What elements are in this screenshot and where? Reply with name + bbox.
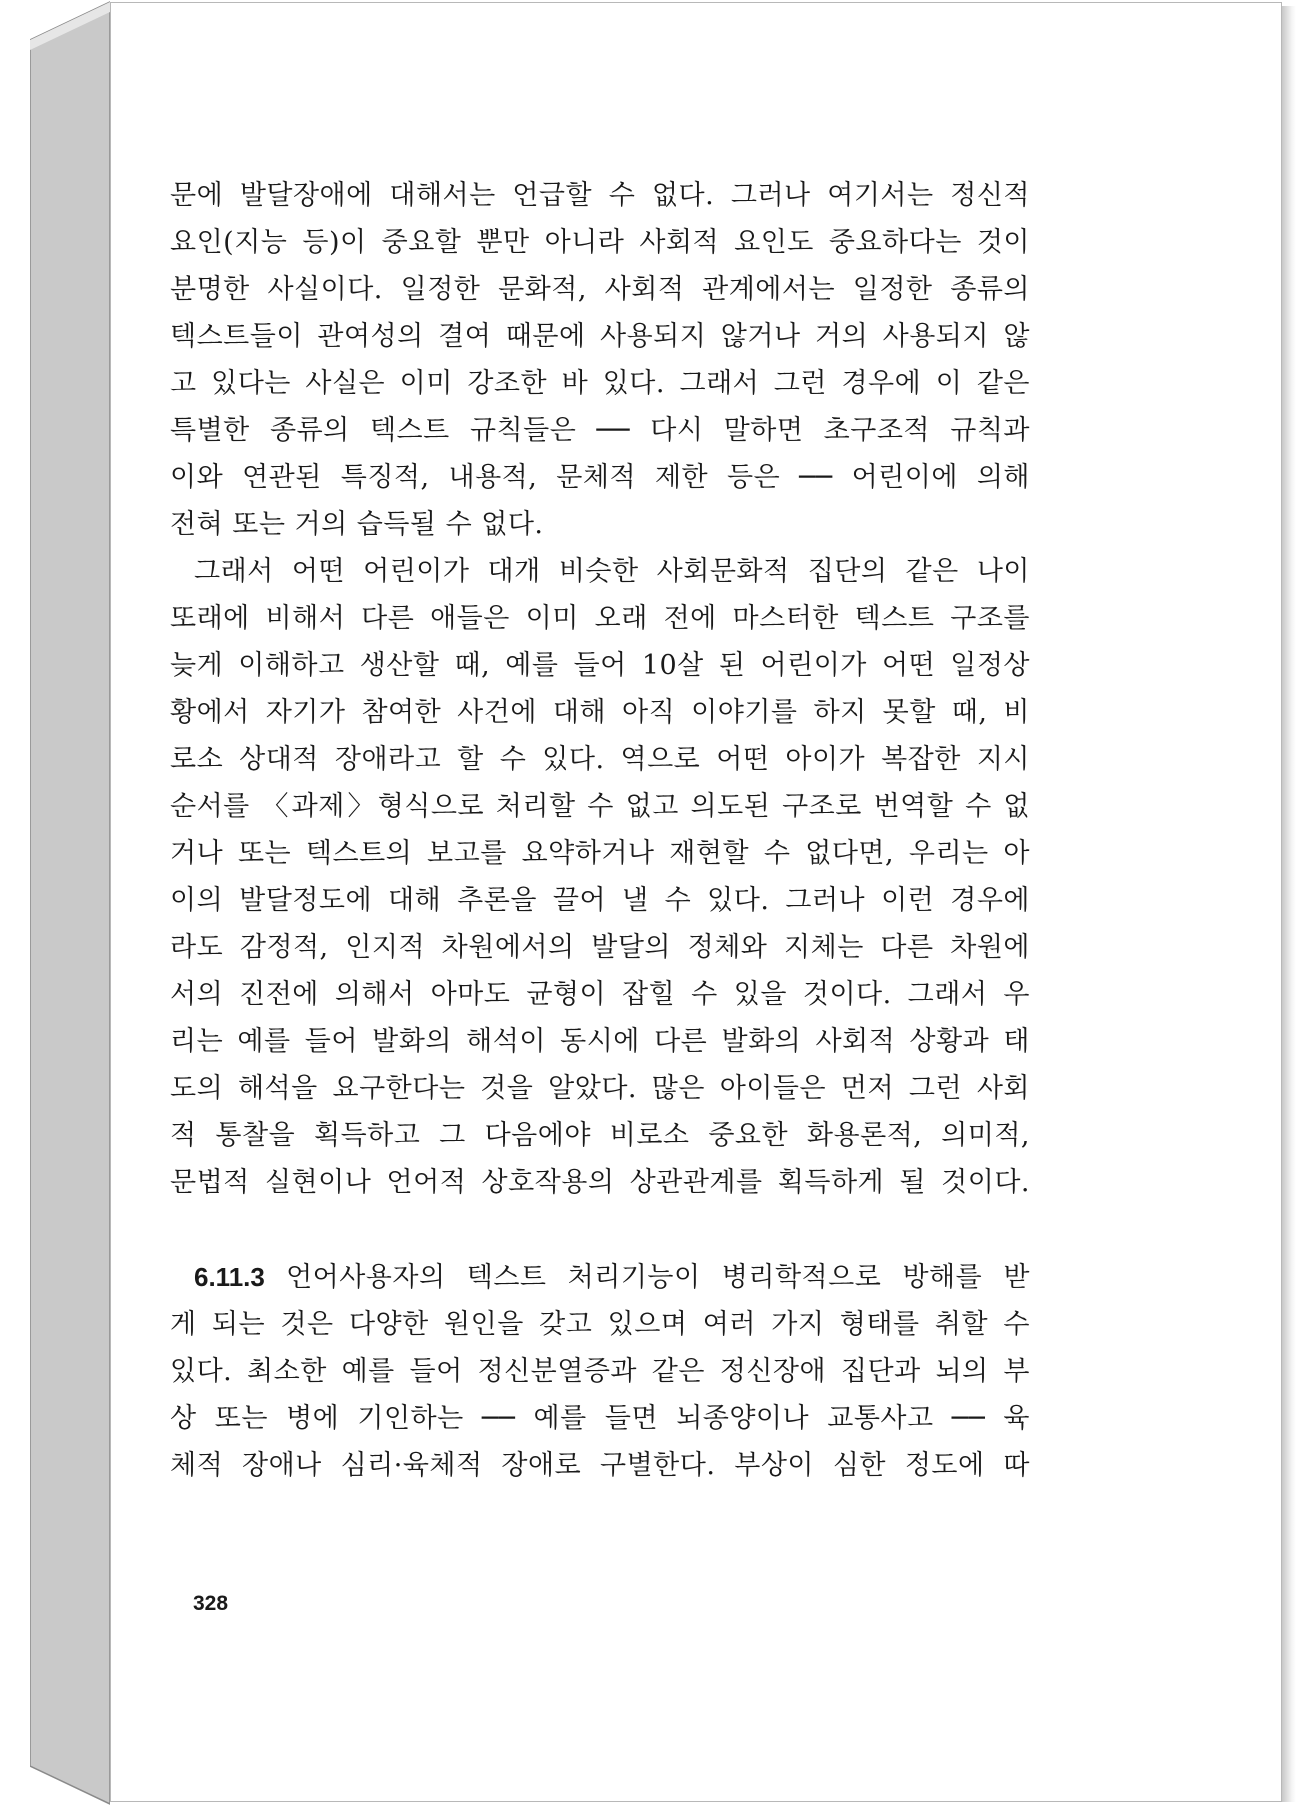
text-line: 분명한 사실이다. 일정한 문화적, 사회적 관계에서는 일정한 종류의 (170, 274, 1030, 305)
text-line: 또래에 비해서 다른 애들은 이미 오래 전에 마스터한 텍스트 구조를 (170, 603, 1030, 634)
text-line: 상 또는 병에 기인하는 ── 예를 들면 뇌종양이나 교통사고 ── 육 (170, 1403, 1030, 1434)
text-line: 로소 상대적 장애라고 할 수 있다. 역으로 어떤 아이가 복잡한 지시 (170, 744, 1030, 775)
text-line: 황에서 자기가 참여한 사건에 대해 아직 이야기를 하지 못할 때, 비 (170, 697, 1030, 728)
page-number: 328 (193, 1592, 229, 1615)
text-line: 문법적 실현이나 언어적 상호작용의 상관관계를 획득하게 될 것이다. (170, 1167, 1030, 1198)
text-line: 이의 발달정도에 대해 추론을 끌어 낼 수 있다. 그러나 이런 경우에 (170, 885, 1030, 916)
text-line: 고 있다는 사실은 이미 강조한 바 있다. 그래서 그런 경우에 이 같은 (170, 368, 1030, 399)
text-line: 게 되는 것은 다양한 원인을 갖고 있으며 여러 가지 형태를 취할 수 (170, 1309, 1030, 1340)
text-line: 문에 발달장애에 대해서는 언급할 수 없다. 그러나 여기서는 정신적 (170, 180, 1030, 211)
book-spine-shape (30, 0, 110, 1806)
section-6-11-3 (170, 1254, 1030, 1489)
text-line: 체적 장애나 심리·육체적 장애로 구별한다. 부상이 심한 정도에 따 (170, 1450, 1030, 1481)
section-number: 6.11.3 (194, 1262, 265, 1292)
text-line: 거나 또는 텍스트의 보고를 요약하거나 재현할 수 없다면, 우리는 아 (170, 838, 1030, 869)
section-gap (170, 1206, 1030, 1254)
text-line: 그래서 어떤 어린이가 대개 비슷한 사회문화적 집단의 같은 나이 (194, 556, 1030, 587)
text-line: 적 통찰을 획득하고 그 다음에야 비로소 중요한 화용론적, 의미적, (170, 1120, 1030, 1151)
text-line: 도의 해석을 요구한다는 것을 알았다. 많은 아이들은 먼저 그런 사회 (170, 1073, 1030, 1104)
text-line: 있다. 최소한 예를 들어 정신분열증과 같은 정신장애 집단과 뇌의 부 (170, 1356, 1030, 1387)
paragraph-2 (170, 548, 1030, 1206)
text-line: 이와 연관된 특징적, 내용적, 문체적 제한 등은 ── 어린이에 의해 (170, 462, 1030, 493)
section-first-line (170, 1254, 1030, 1301)
page-edge-shadow (1282, 6, 1296, 1802)
text-line: 라도 감정적, 인지적 차원에서의 발달의 정체와 지체는 다른 차원에 (170, 932, 1030, 963)
text-line: 늦게 이해하고 생산할 때, 예를 들어 10살 된 어린이가 어떤 일정상 (170, 650, 1030, 681)
text-line: 특별한 종류의 텍스트 규칙들은 ── 다시 말하면 초구조적 규칙과 (170, 415, 1030, 446)
text-line: 서의 진전에 의해서 아마도 균형이 잡힐 수 있을 것이다. 그래서 우 (170, 979, 1030, 1010)
book-spine (30, 0, 110, 1806)
text-line: 요인(지능 등)이 중요할 뿐만 아니라 사회적 요인도 중요하다는 것이 (170, 227, 1030, 258)
section-first-line-text: 언어사용자의 텍스트 처리기능이 병리학적으로 방해를 받 (286, 1262, 1030, 1293)
paragraph-1 (170, 172, 1030, 548)
text-line: 전혀 또는 거의 습득될 수 없다. (170, 509, 544, 540)
text-line: 리는 예를 들어 발화의 해석이 동시에 다른 발화의 사회적 상황과 태 (170, 1026, 1030, 1057)
page-body (170, 172, 1030, 1489)
text-line: 순서를 〈과제〉형식으로 처리할 수 없고 의도된 구조로 번역할 수 없 (170, 791, 1030, 822)
text-line: 텍스트들이 관여성의 결여 때문에 사용되지 않거나 거의 사용되지 않 (170, 321, 1030, 352)
